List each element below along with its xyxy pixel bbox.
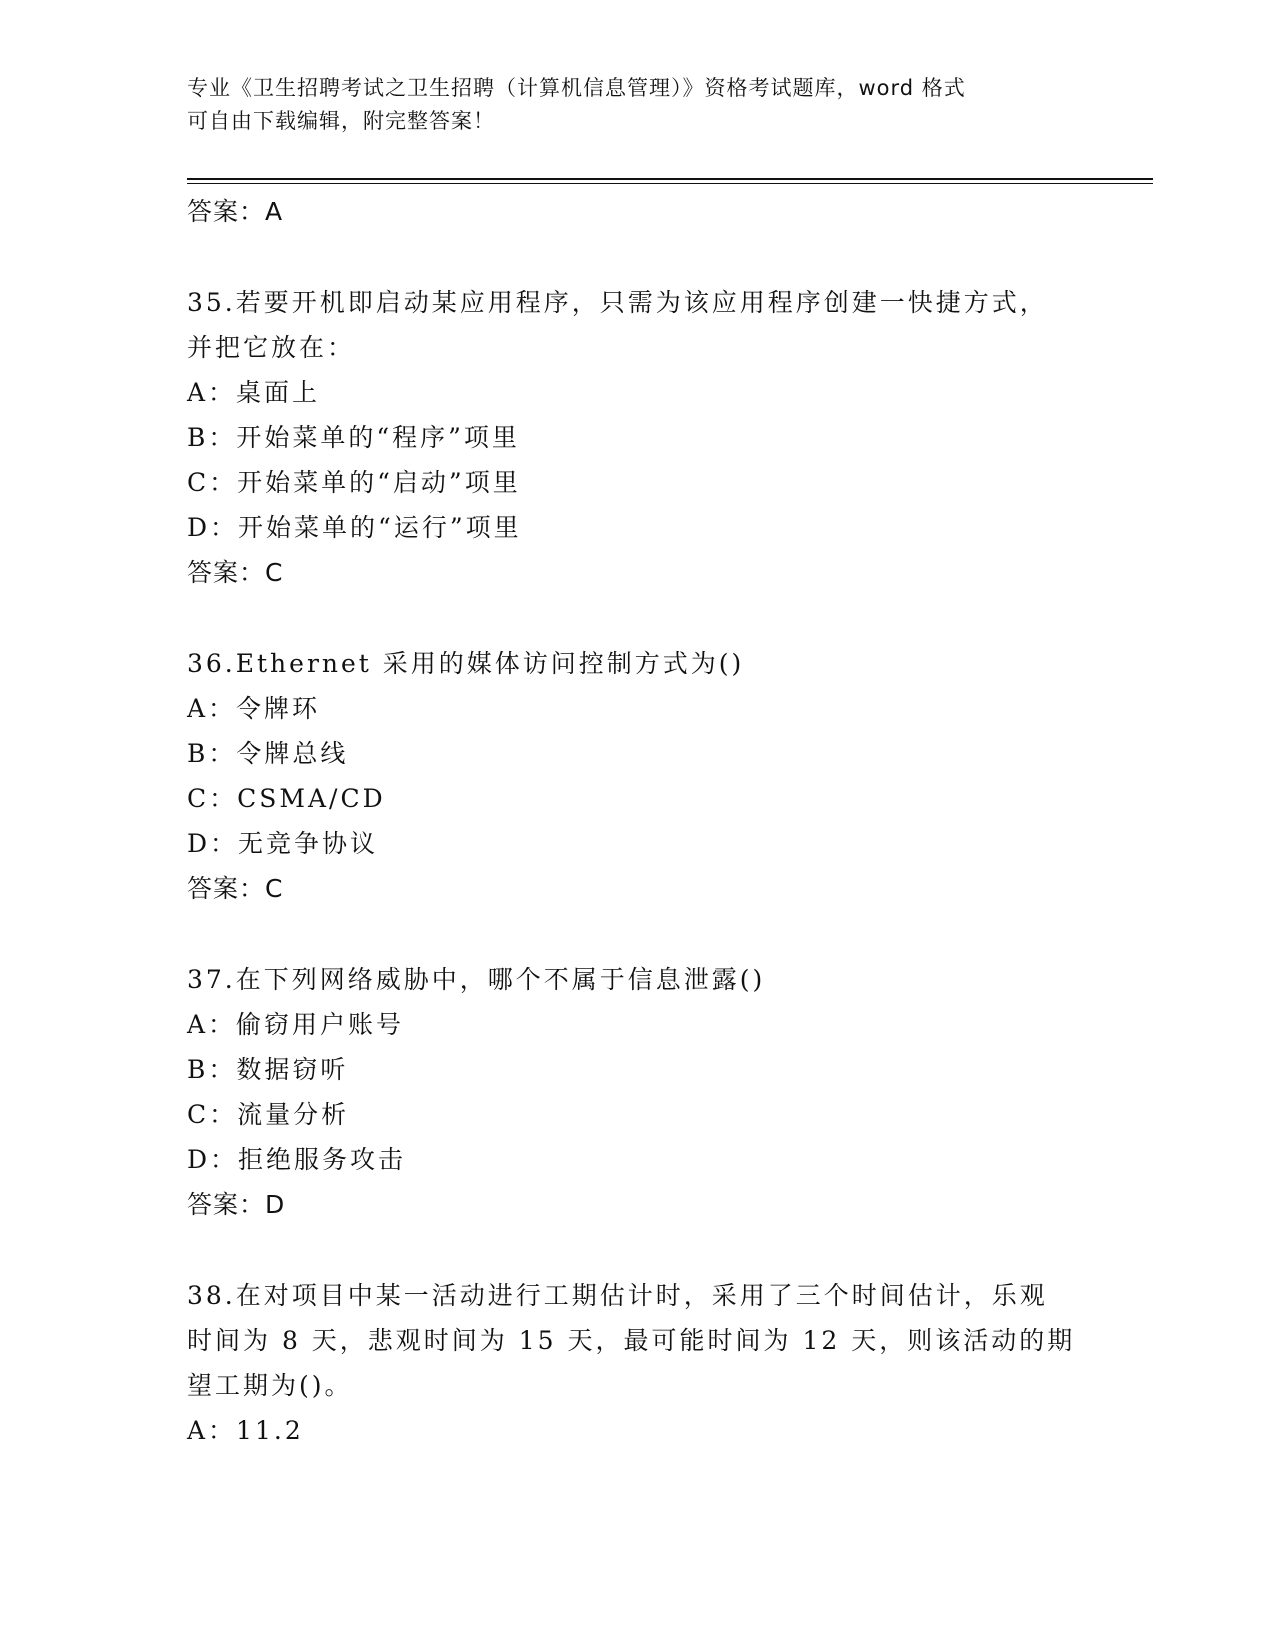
question-text: 望工期为()。 [187,1371,353,1400]
option-a: A：11.2 [187,1416,304,1445]
page-header [187,72,1087,138]
question-text: 36.Ethernet 采用的媒体访问控制方式为() [187,649,745,678]
question-35 [187,280,1087,595]
option-c: C：流量分析 [187,1100,350,1129]
question-text: 并把它放在： [187,333,356,362]
option-a: A：偷窃用户账号 [187,1010,405,1039]
spacer [187,911,1087,957]
question-text: 35.若要开机即启动某应用程序，只需为该应用程序创建一快捷方式， [187,288,1048,317]
option-d: D：拒绝服务攻击 [187,1145,407,1174]
header-rule-thin [187,183,1153,184]
question-36 [187,641,1087,911]
option-a: A：令牌环 [187,694,321,723]
question-text: 时间为 8 天，悲观时间为 15 天，最可能时间为 12 天，则该活动的期 [187,1326,1076,1355]
answer-line: 答案：C [187,558,284,587]
answer-line: 答案：A [187,197,284,226]
spacer [187,1227,1087,1273]
question-37 [187,957,1087,1227]
header-line-1: 专业《卫生招聘考试之卫生招聘（计算机信息管理）》资格考试题库，word 格式 [187,76,966,100]
question-text: 38.在对项目中某一活动进行工期估计时，采用了三个时间估计，乐观 [187,1281,1048,1310]
spacer [187,234,1087,280]
option-b: B：令牌总线 [187,739,349,768]
option-b: B：开始菜单的“程序”项里 [187,423,520,452]
option-b: B：数据窃听 [187,1055,349,1084]
header-rule-thick [187,178,1153,180]
option-a: A：桌面上 [187,378,321,407]
header-line-2: 可自由下载编辑，附完整答案！ [187,109,495,133]
question-text: 37.在下列网络威胁中，哪个不属于信息泄露() [187,965,766,994]
answer-line: 答案：C [187,874,284,903]
option-d: D：开始菜单的“运行”项里 [187,513,522,542]
spacer [187,595,1087,641]
option-d: D：无竞争协议 [187,829,379,858]
question-38 [187,1273,1087,1453]
answer-line: 答案：D [187,1190,286,1219]
option-c: C：CSMA/CD [187,784,386,813]
question-list [187,189,1087,1453]
option-c: C：开始菜单的“启动”项里 [187,468,521,497]
